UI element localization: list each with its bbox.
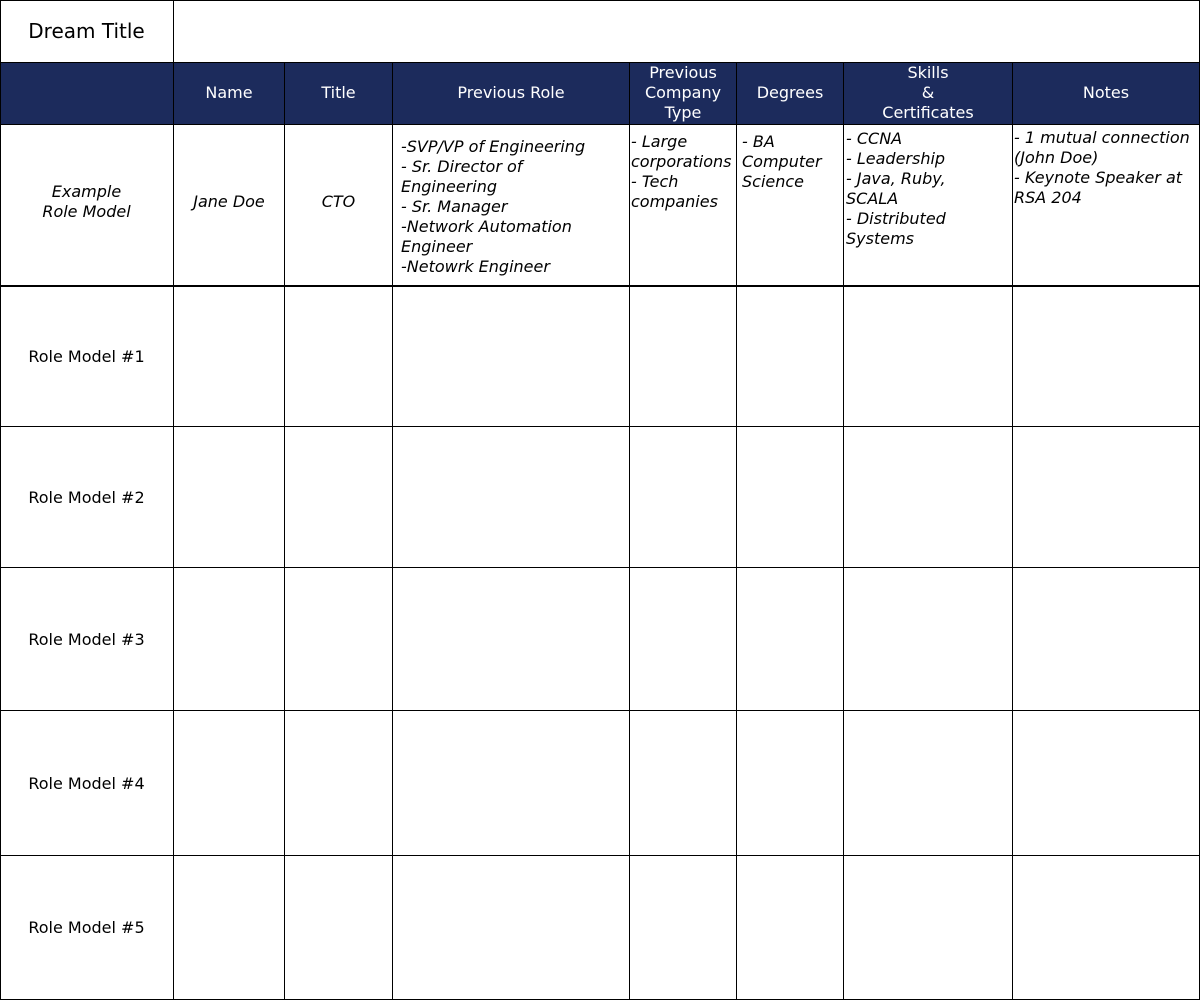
- grid-line: [0, 710, 1200, 711]
- example-previous-role: -SVP/VP of Engineering - Sr. Director of Engineering - Sr. Manager -Network Automation Engineer -Netowrk Engineer: [401, 137, 586, 276]
- grid-line: [0, 426, 1200, 427]
- column-header-previous-role: Previous Role: [457, 83, 565, 102]
- grid-line: [0, 0, 1, 1000]
- example-degrees: - BA Computer Science: [742, 132, 822, 191]
- grid-line: [0, 855, 1200, 856]
- example-notes: - 1 mutual connection (John Doe) - Keynote Speaker at RSA 204: [1014, 128, 1190, 207]
- role-model-label-1: Role Model #1: [28, 347, 145, 366]
- column-header-title: Title: [321, 83, 356, 102]
- role-model-label-5: Role Model #5: [28, 918, 145, 937]
- grid-line: [0, 567, 1200, 568]
- grid-line: [173, 0, 174, 1000]
- grid-line: [0, 62, 1200, 63]
- grid-line: [392, 62, 393, 1000]
- grid-line: [284, 62, 285, 1000]
- column-header-skills-certificates: Skills & Certificates: [882, 63, 974, 122]
- column-header-degrees: Degrees: [756, 83, 824, 102]
- dream-title: Dream Title: [28, 19, 145, 43]
- example-title: CTO: [321, 192, 356, 211]
- role-model-label-3: Role Model #3: [28, 629, 145, 649]
- grid-line: [843, 62, 844, 1000]
- example-name: Jane Doe: [193, 192, 265, 211]
- grid-line: [1012, 62, 1013, 1000]
- grid-line: [629, 62, 630, 1000]
- column-header-name: Name: [205, 83, 253, 102]
- role-model-label-2: Role Model #2: [28, 487, 145, 507]
- column-header-notes: Notes: [1082, 83, 1130, 102]
- role-model-label-4: Role Model #4: [28, 773, 145, 793]
- example-row-label: Example Role Model: [42, 182, 131, 221]
- example-previous-company-type: - Large corporations - Tech companies: [631, 132, 732, 211]
- example-skills: - CCNA - Leadership - Java, Ruby, SCALA - Distributed Systems: [846, 129, 946, 248]
- grid-line: [0, 124, 1200, 125]
- grid-line: [0, 285, 1200, 287]
- grid-line: [0, 0, 1200, 1]
- grid-line: [736, 62, 737, 1000]
- column-header-previous-company-type: Previous Company Type: [644, 63, 722, 122]
